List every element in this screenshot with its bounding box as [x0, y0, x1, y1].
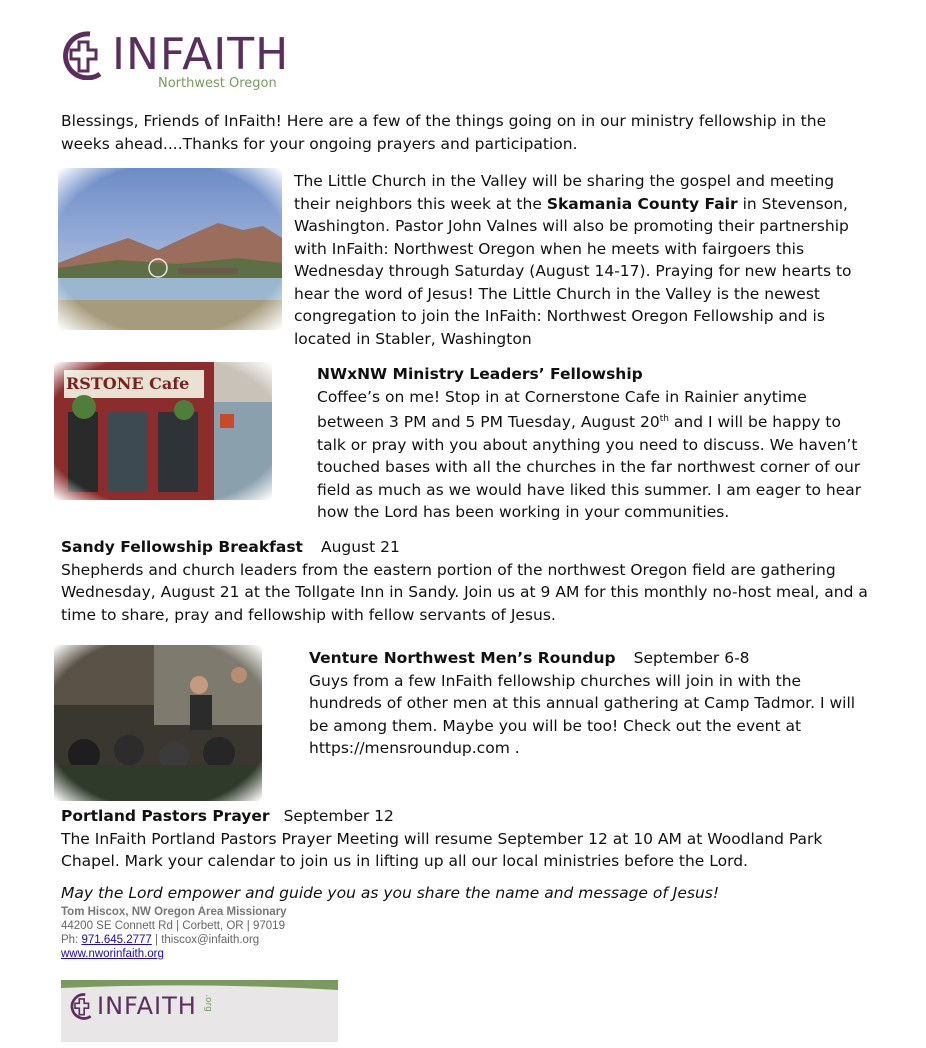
signature-name-text: Tom Hiscox, NW Oregon Area Missionary [61, 906, 287, 918]
intro-paragraph [61, 110, 901, 155]
signature-block [61, 905, 461, 961]
portland-line: Chapel. Mark your calendar to join us in lifting up all our local ministries before the Lord. [61, 852, 748, 870]
portland-date: September 12 [283, 807, 394, 825]
fellowship-line [317, 408, 897, 434]
roundup-line: hundreds of other men at this annual gathering at Camp Tadmor. I will [309, 694, 856, 712]
footer-logo-text: INFAITH [97, 992, 197, 1020]
logo-subtitle: Northwest Oregon [158, 76, 277, 91]
sandy-date: August 21 [320, 538, 400, 556]
signature-name [61, 905, 461, 919]
roundup-line: be among them. Maybe you will be too! Check out the event at [309, 716, 802, 735]
fellowship-line-text: between 3 PM and 5 PM Tuesday, August 20 [317, 413, 660, 432]
roundup-photo [54, 645, 262, 801]
email-text: | thiscox@infaith.org [151, 934, 260, 946]
cross-circle-icon [60, 30, 108, 80]
phone-label: Ph: [61, 934, 82, 946]
fellowship-line: touched bases with all the churches in the far northwest corner of our [317, 458, 861, 477]
fellowship-line-text: and I will be happy to [668, 413, 841, 432]
fellowship-title-text: NWxNW Ministry Leaders’ Fellowship [317, 365, 643, 383]
closing-blessing: May the Lord empower and guide you as you share the name and message of Jesus! [61, 884, 720, 902]
fellowship-line: talk or pray with you about anything you need to discuss. We haven’t [317, 435, 858, 454]
fair-line [294, 193, 894, 216]
fellowship-line: field as much as we would have liked this summer. I am eager to hear [317, 480, 862, 499]
sandy-section [61, 536, 911, 626]
roundup-heading [309, 647, 899, 670]
website-row [61, 947, 461, 961]
fellowship-title [317, 363, 897, 386]
fair-line: located in Stabler, Washington [294, 329, 532, 348]
cafe-photo [54, 362, 272, 500]
portland-heading [61, 805, 911, 828]
sandy-heading [61, 536, 911, 559]
intro-line: weeks ahead....Thanks for your ongoing prayers and participation. [61, 134, 578, 153]
roundup-line: Guys from a few InFaith fellowship churches will join in with the [309, 671, 802, 690]
intro-line: Blessings, Friends of InFaith! Here are a few of the things going on in our ministry fellowship in the [61, 112, 827, 130]
footer-logo-banner [61, 980, 338, 1042]
fair-paragraph [294, 170, 894, 350]
footer-logo-org: .org [202, 994, 213, 1012]
fair-line: with InFaith: Northwest Oregon when he meets with fairgoers this [294, 239, 805, 258]
signature-address: 44200 SE Connett Rd | Corbett, OR | 97019 [61, 920, 285, 932]
footer-cross-circle-icon [69, 992, 95, 1020]
signature-contact [61, 933, 461, 947]
fellowship-paragraph [317, 363, 897, 524]
fair-line: hear the word of Jesus! The Little Church in the Valley is the newest [294, 284, 821, 303]
roundup-line: https://mensroundup.com . [309, 739, 520, 757]
fair-line: congregation to join the InFaith: Northwest Oregon Fellowship and is [294, 307, 825, 325]
fair-photo [58, 168, 282, 330]
fair-line-text: their neighbors this week at the [294, 194, 547, 213]
fair-line: The Little Church in the Valley will be sharing the gospel and meeting [294, 172, 835, 190]
fellowship-line: how the Lord has been working in your communities. [317, 503, 730, 522]
fair-line-text: in Stevenson, [737, 194, 848, 213]
sandy-line: time to share, pray and fellowship with fellow servants of Jesus. [61, 605, 556, 624]
portland-title: Portland Pastors Prayer [61, 807, 270, 825]
sandy-line: Wednesday, August 21 at the Tollgate Inn in Sandy. Join us at 9 AM for this monthly no-host meal, and a [61, 583, 868, 601]
portland-line: The InFaith Portland Pastors Prayer Meeting will resume September 12 at 10 AM at Woodland Park [61, 829, 823, 848]
fair-line: Wednesday through Saturday (August 14-17). Praying for new hearts to [294, 262, 852, 280]
cafe-sign-text: RSTONE Cafe [66, 374, 190, 393]
fair-name-bold: Skamania County Fair [546, 194, 738, 213]
fair-line: Washington. Pastor John Valnes will also be promoting their partnership [294, 217, 849, 235]
sandy-title: Sandy Fellowship Breakfast [61, 538, 303, 556]
portland-section [61, 805, 911, 873]
roundup-title: Venture Northwest Men’s Roundup [309, 649, 616, 667]
roundup-paragraph [309, 647, 899, 760]
website-link[interactable]: www.nworinfaith.org [61, 948, 164, 960]
roundup-date: September 6-8 [633, 649, 750, 667]
logo-wordmark: INFAITH [112, 29, 290, 80]
fellowship-sup: th [659, 414, 669, 424]
sandy-line: Shepherds and church leaders from the eastern portion of the northwest Oregon field are gathering [61, 560, 836, 579]
phone-link[interactable]: 971.645.2777 [81, 934, 152, 946]
fellowship-line: Coffee’s on me! Stop in at Cornerstone Cafe in Rainier anytime [317, 387, 807, 406]
